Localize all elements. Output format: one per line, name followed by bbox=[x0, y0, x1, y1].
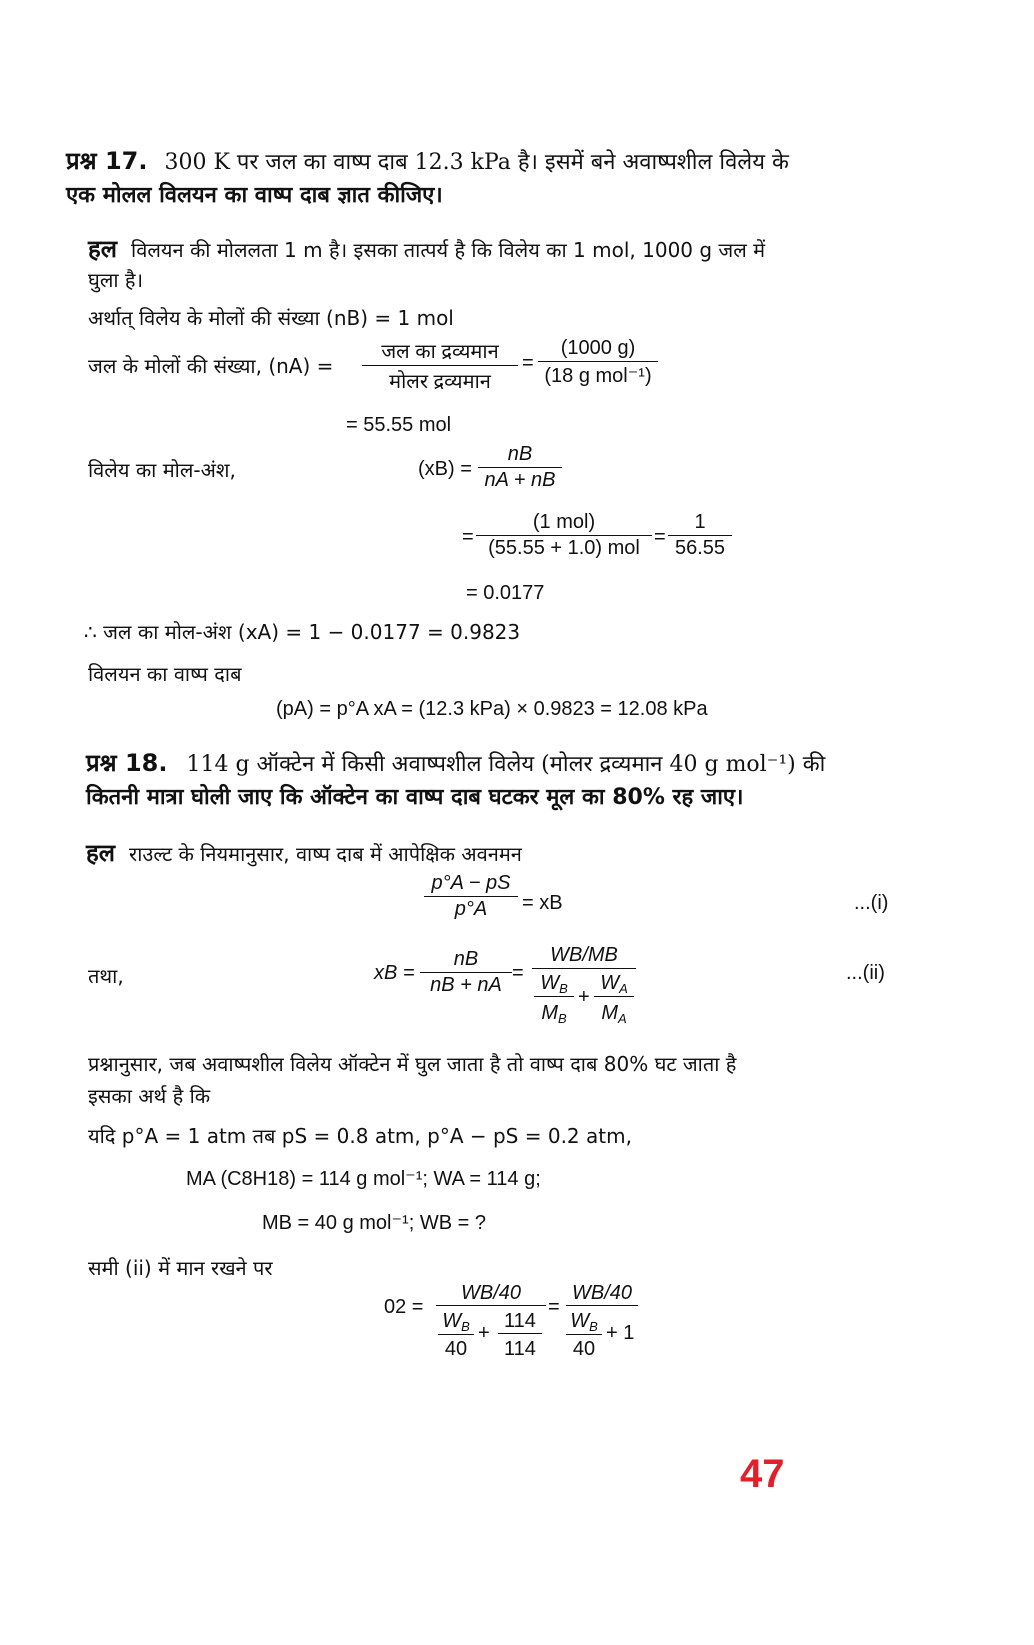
numerator-114: 114 bbox=[498, 1310, 542, 1334]
equals-sign: = bbox=[522, 352, 534, 374]
substitute-label: समी (ii) में मान रखने पर bbox=[88, 1256, 273, 1280]
mole-fraction-label: विलेय का मोल-अंश, bbox=[88, 458, 236, 482]
wa-term: $W_A$ bbox=[594, 972, 634, 997]
solution-17-text: विलयन की मोललता 1 m है। इसका तात्पर्य है कि विलेय का 1 mol, 1000 g जल में bbox=[131, 238, 766, 262]
solution-17-line2: घुला है। bbox=[88, 268, 144, 292]
question-17-label: प्रश्न 17. bbox=[66, 147, 148, 175]
solution-17-line1 bbox=[88, 232, 928, 265]
equation-1-rhs: = xB bbox=[522, 892, 563, 914]
question-17 bbox=[66, 146, 789, 178]
fraction-numerator: WB/MB bbox=[532, 944, 636, 969]
vapour-pressure-result: (pA) = p°A xA = (12.3 kPa) × 0.9823 = 12.08 kPa bbox=[276, 698, 708, 720]
fraction-denominator: मोलर द्रव्यमान bbox=[389, 371, 491, 393]
fraction-nb-over-total bbox=[420, 948, 512, 997]
fraction-1000-over-18 bbox=[538, 337, 658, 388]
question-17-line2: एक मोलल विलयन का वाष्प दाब ज्ञात कीजिए। bbox=[66, 183, 443, 208]
fraction-relative-lowering bbox=[424, 872, 518, 921]
question-18-label: प्रश्न 18. bbox=[86, 749, 168, 777]
fraction-denominator: (55.55 + 1.0) mol bbox=[488, 537, 640, 559]
plus-sign: + bbox=[478, 1322, 490, 1344]
question-17-line1: 300 K पर जल का वाष्प दाब 12.3 kPa है। इसमें बने अवाष्पशील विलेय के bbox=[164, 150, 789, 175]
according-question-line1: प्रश्नानुसार, जब अवाष्पशील विलेय ऑक्टेन में घुल जाता है तो वाष्प दाब 80% घट जाता है bbox=[88, 1052, 737, 1076]
fraction-denominator: 56.55 bbox=[674, 537, 726, 559]
fraction-1-over-56 bbox=[476, 511, 652, 560]
fraction-numerator: nB bbox=[420, 948, 512, 973]
final-numerator: WB/40 bbox=[436, 1282, 546, 1306]
solution-18-text: राउल्ट के नियमानुसार, वाष्प दाब में आपेक्षिक अवनमन bbox=[129, 842, 522, 866]
equals-sign: = bbox=[548, 1296, 560, 1318]
solution-17-line3: अर्थात् विलेय के मोलों की संख्या (nB) = 1 mol bbox=[88, 306, 454, 330]
solution-vapour-label: विलयन का वाष्प दाब bbox=[88, 662, 242, 686]
equals-sign: = bbox=[512, 962, 524, 984]
equation-1-tag: ...(i) bbox=[854, 892, 889, 914]
wb-term: $W_B$ bbox=[534, 972, 574, 997]
equals-sign: = bbox=[654, 526, 666, 548]
equals-sign: = bbox=[462, 526, 474, 548]
fraction-numerator: 1 bbox=[668, 511, 732, 536]
fraction-denominator: p°A bbox=[454, 898, 488, 920]
final-numerator: WB/40 bbox=[566, 1282, 638, 1306]
fraction-nb-over-sum bbox=[478, 443, 562, 492]
fraction-numerator: (1000 g) bbox=[538, 337, 658, 362]
fraction-mass-over-molar bbox=[362, 337, 518, 394]
final-fraction-1 bbox=[436, 1282, 546, 1366]
plus-one: + 1 bbox=[606, 1322, 635, 1344]
plus-sign: + bbox=[578, 986, 590, 1008]
mb-term: $M_B$ bbox=[541, 1002, 567, 1026]
question-18 bbox=[86, 748, 825, 780]
denominator-114: 114 bbox=[504, 1338, 536, 1360]
solution-17-label: हल bbox=[88, 235, 118, 263]
fraction-denominator: nA + nB bbox=[484, 469, 556, 491]
fraction-numerator: p°A − pS bbox=[424, 872, 518, 897]
wb-term: $W_B$ bbox=[438, 1310, 474, 1335]
water-mole-fraction: ∴ जल का मोल-अंश (xA) = 1 − 0.0177 = 0.9823 bbox=[84, 620, 521, 644]
compound-fraction-2 bbox=[532, 944, 636, 1026]
solution-18-label: हल bbox=[86, 839, 116, 867]
wb-term: $W_B$ bbox=[566, 1310, 602, 1335]
tatha-label: तथा, bbox=[88, 964, 124, 988]
fraction-numerator: nB bbox=[478, 443, 562, 468]
solution-18-line1 bbox=[86, 836, 522, 869]
equation-2-lhs: xB = bbox=[374, 962, 415, 984]
page-number: 47 bbox=[740, 1452, 785, 1496]
ma-line: MA (C8H18) = 114 g mol⁻¹; WA = 114 g; bbox=[186, 1168, 541, 1190]
mb-line: MB = 40 g mol⁻¹; WB = ? bbox=[262, 1212, 486, 1234]
final-lhs: 02 = bbox=[384, 1296, 424, 1318]
forty-term: 40 bbox=[572, 1338, 596, 1360]
fraction-numerator: (1 mol) bbox=[476, 511, 652, 536]
mole-fraction-result: = 0.0177 bbox=[466, 582, 545, 604]
fraction-one-over-56 bbox=[668, 511, 732, 560]
question-18-line1: 114 g ऑक्टेन में किसी अवाष्पशील विलेय (मोलर द्रव्यमान 40 g mol⁻¹) की bbox=[186, 752, 826, 777]
final-fraction-2 bbox=[566, 1282, 642, 1366]
moles-water-label: जल के मोलों की संख्या, (nA) = bbox=[88, 354, 334, 378]
forty-term: 40 bbox=[444, 1338, 468, 1360]
xb-lhs: (xB) = bbox=[418, 458, 472, 480]
moles-water-result: = 55.55 mol bbox=[346, 414, 452, 436]
question-18-line2: कितनी मात्रा घोली जाए कि ऑक्टेन का वाष्प दाब घटकर मूल का 80% रह जाए। bbox=[86, 785, 744, 810]
equation-2-tag: ...(ii) bbox=[846, 962, 885, 984]
according-question-line2: इसका अर्थ है कि bbox=[88, 1084, 211, 1108]
fraction-denominator: nB + nA bbox=[430, 974, 502, 996]
fraction-numerator: जल का द्रव्यमान bbox=[362, 337, 518, 366]
fraction-denominator: (18 g mol⁻¹) bbox=[544, 365, 652, 387]
if-condition-line: यदि p°A = 1 atm तब pS = 0.8 atm, p°A − pS = 0.2 atm, bbox=[88, 1124, 632, 1148]
ma-term: $M_A$ bbox=[601, 1002, 627, 1026]
